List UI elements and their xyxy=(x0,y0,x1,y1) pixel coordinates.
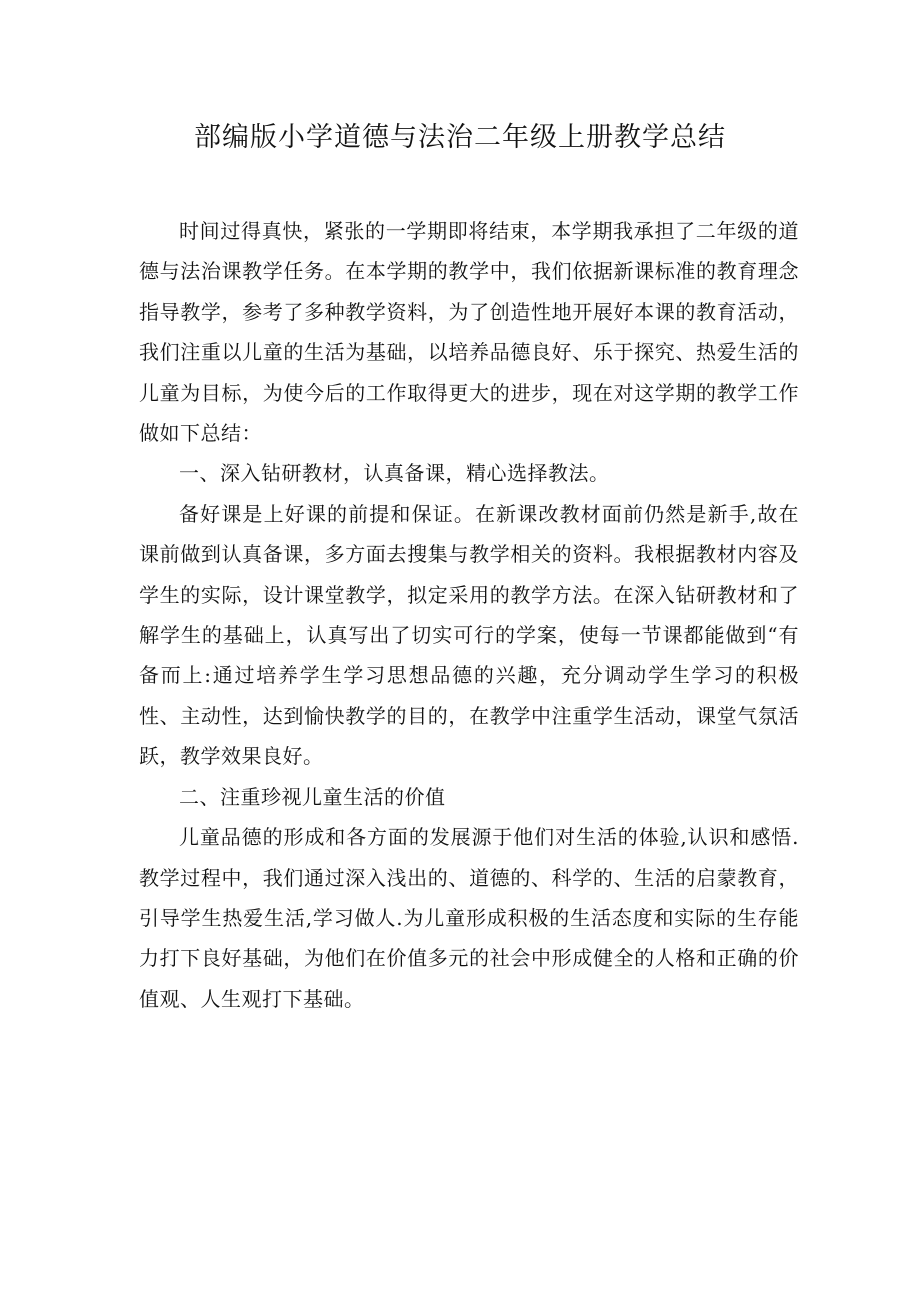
section-1-paragraph: 备好课是上好课的前提和保证。在新课改教材面前仍然是新手,故在课前做到认真备课，多方面去搜集与教学相关的资料。我根据教材内容及学生的实际，设计课堂教学，拟定采用的教学方法。在深入钻研教材和了解学生的基础上，认真写出了切实可行的学案，使每一节课都能做到“有备而上:通过培养学生学习思想品德的兴趣，充分调动学生学习的积极性、主动性，达到愉快教学的目的，在教学中注重学生活动，课堂气氛活跃，教学效果良好。 xyxy=(139,501,799,769)
document-title: 部编版小学道德与法治二年级上册教学总结 xyxy=(194,122,726,153)
section-heading-2: 二、注重珍视儿童生活的价值 xyxy=(179,784,446,809)
intro-paragraph: 时间过得真快，紧张的一学期即将结束，本学期我承担了二年级的道德与法治课教学任务。在本学期的教学中，我们依据新课标准的教育理念指导教学，参考了多种教学资料，为了创造性地开展好本课的教育活动，我们注重以儿童的生活为基础，以培养品德良好、乐于探究、热爱生活的儿童为目标，为使今后的工作取得更大的进步，现在对这学期的教学工作做如下总结： xyxy=(139,219,799,446)
section-heading-1: 一、深入钻研教材，认真备课，精心选择教法。 xyxy=(179,461,610,486)
section-2-paragraph: 儿童品德的形成和各方面的发展源于他们对生活的体验,认识和感悟.教学过程中，我们通过深入浅出的、道德的、科学的、生活的启蒙教育，引导学生热爱生活,学习做人.为儿童形成积极的生活态度和实际的生存能力打下良好基础，为他们在价值多元的社会中形成健全的人格和正确的价值观、人生观打下基础。 xyxy=(139,825,799,1011)
document-body xyxy=(139,211,799,1019)
